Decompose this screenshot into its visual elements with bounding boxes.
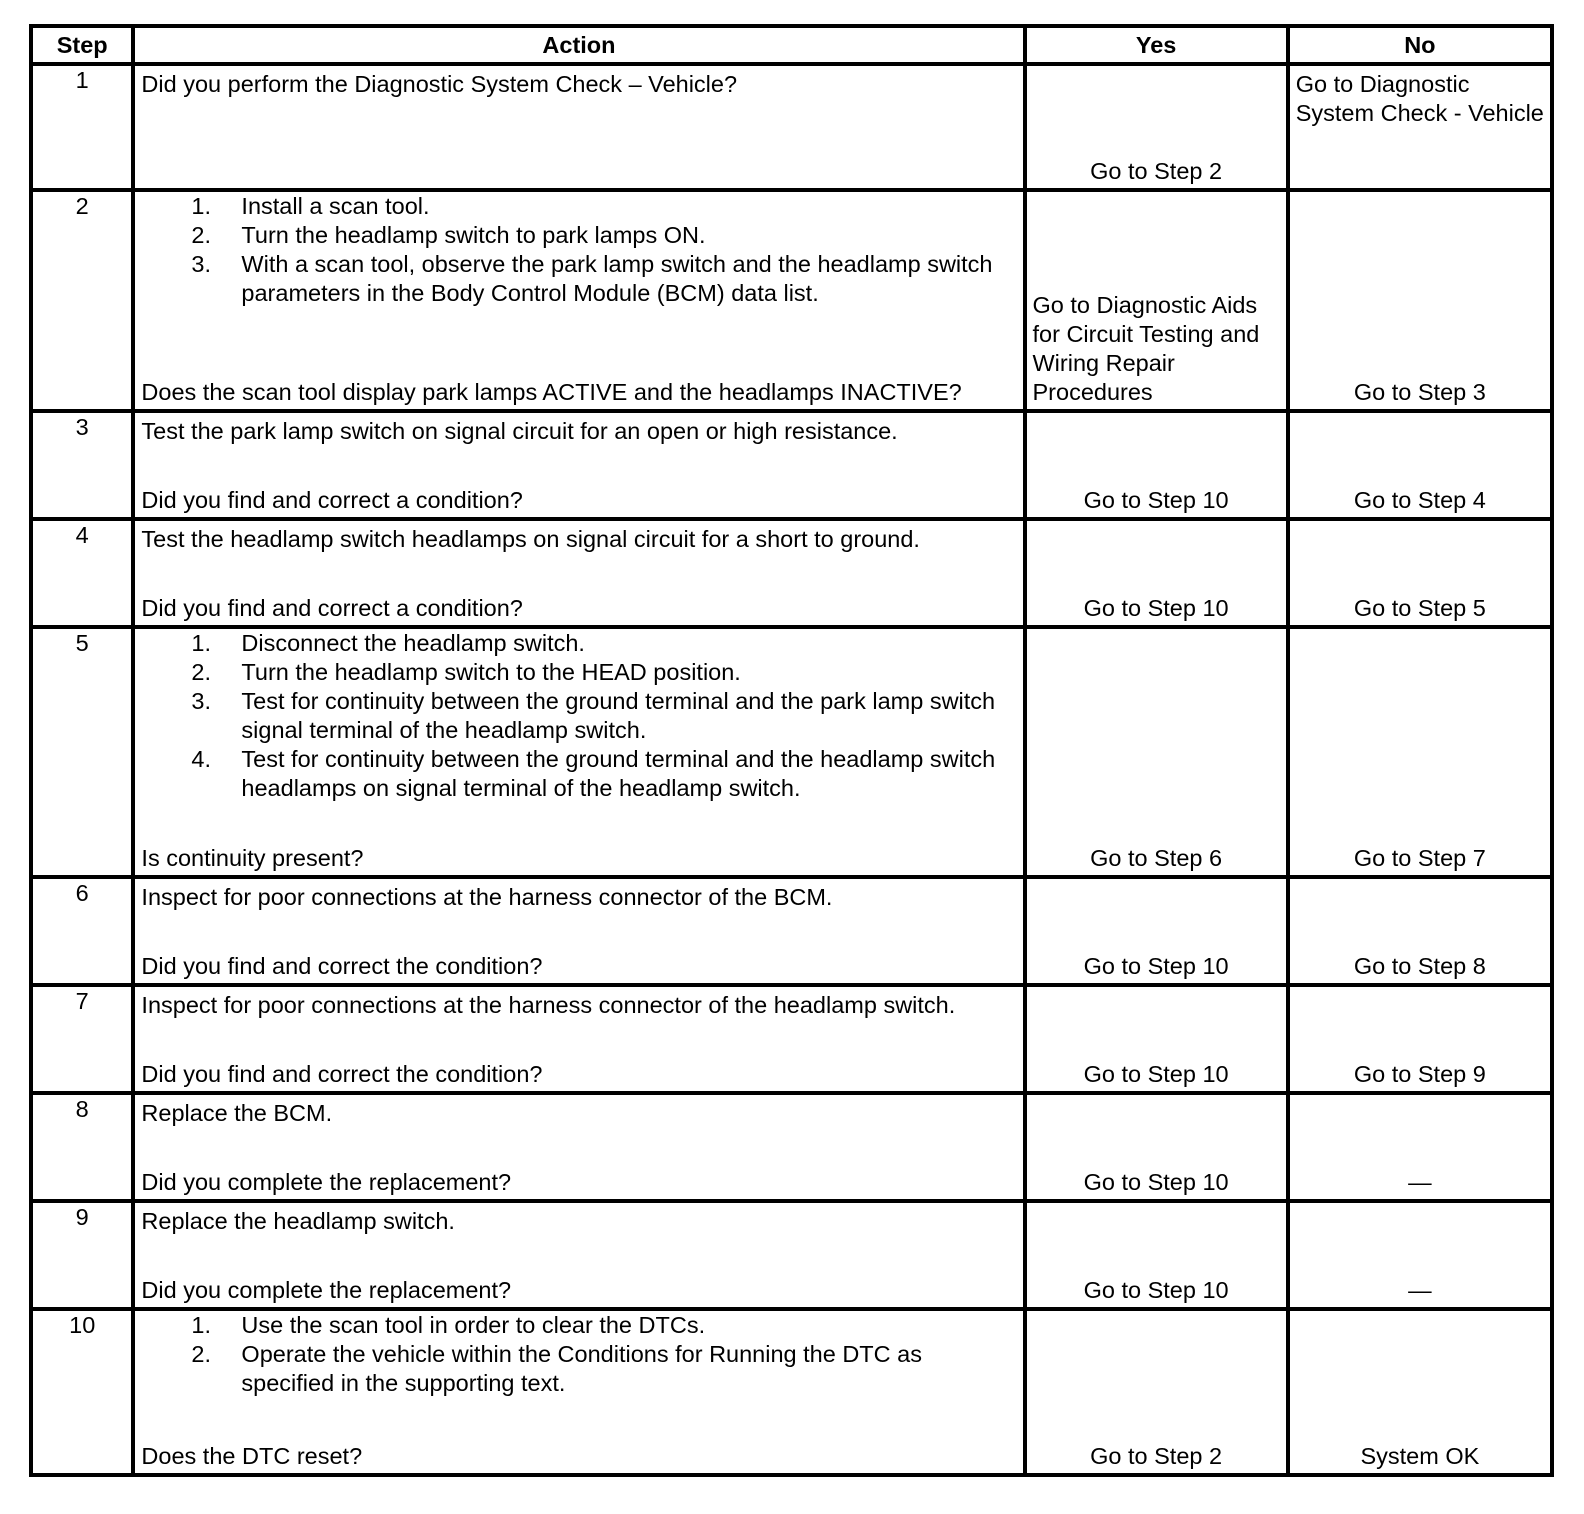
table-row — [31, 985, 1552, 1093]
yes-cell — [1025, 985, 1288, 1093]
yes-result: Go to Step 10 — [1083, 1169, 1229, 1195]
yes-cell — [1025, 1309, 1288, 1475]
no-result: Go to Diagnostic System Check - Vehicle — [1295, 71, 1544, 126]
step-number: 9 — [31, 1201, 133, 1309]
header-no: No — [1288, 26, 1552, 64]
list-item: 2. Operate the vehicle within the Conditions for Running the DTC as specified in the supporting text. — [191, 1341, 922, 1396]
no-cell — [1288, 1309, 1552, 1475]
no-cell — [1288, 1093, 1552, 1201]
list-item: 3. Test for continuity between the ground terminal and the park lamp switch signal terminal of the headlamp switch. — [191, 688, 996, 743]
action-cell — [133, 411, 1024, 519]
yes-result: Go to Step 2 — [1090, 158, 1223, 184]
no-cell — [1288, 64, 1552, 190]
step-number: 8 — [31, 1093, 133, 1201]
question-text: Is continuity present? — [141, 845, 364, 871]
step-number: 6 — [31, 877, 133, 985]
no-result: Go to Step 5 — [1353, 595, 1486, 621]
yes-cell — [1025, 190, 1288, 411]
action-cell — [133, 190, 1024, 411]
question-text: Did you find and correct the condition? — [141, 953, 543, 979]
instruction-text: Inspect for poor connections at the harness connector of the headlamp switch. — [141, 992, 956, 1018]
table-row — [31, 411, 1552, 519]
table-row — [31, 877, 1552, 985]
question-text: Does the scan tool display park lamps ACTIVE and the headlamps INACTIVE? — [141, 379, 962, 405]
procedure-list — [141, 629, 1016, 803]
instruction-text: Did you perform the Diagnostic System Check – Vehicle? — [141, 71, 738, 97]
yes-cell — [1025, 1201, 1288, 1309]
no-cell — [1288, 411, 1552, 519]
action-cell — [133, 1309, 1024, 1475]
question-text: Did you find and correct a condition? — [141, 595, 523, 621]
action-cell — [133, 1093, 1024, 1201]
instruction-text: Replace the BCM. — [141, 1100, 333, 1126]
list-item: 3. With a scan tool, observe the park lamp switch and the headlamp switch parameters in the Body Control Module (BCM) data list. — [191, 251, 993, 306]
no-result: — — [1408, 1169, 1432, 1195]
yes-cell — [1025, 64, 1288, 190]
list-item: 2. Turn the headlamp switch to park lamps ON. — [191, 222, 706, 248]
list-item: 1. Install a scan tool. — [191, 193, 430, 219]
step-number: 10 — [31, 1309, 133, 1475]
question-text: Did you complete the replacement? — [141, 1169, 512, 1195]
instruction-text: Inspect for poor connections at the harness connector of the BCM. — [141, 884, 833, 910]
instruction-text: Test the park lamp switch on signal circuit for an open or high resistance. — [141, 418, 898, 444]
yes-result: Go to Step 10 — [1083, 953, 1229, 979]
yes-cell — [1025, 411, 1288, 519]
yes-cell — [1025, 877, 1288, 985]
header-step: Step — [31, 26, 133, 64]
yes-result: Go to Diagnostic Aids for Circuit Testing and Wiring Repair Procedures — [1032, 292, 1260, 405]
no-result: — — [1408, 1277, 1432, 1303]
procedure-list — [141, 192, 1016, 308]
step-number: 4 — [31, 519, 133, 627]
no-cell — [1288, 1201, 1552, 1309]
yes-cell — [1025, 1093, 1288, 1201]
list-item: 4. Test for continuity between the ground terminal and the headlamp switch headlamps on signal terminal of the headlamp switch. — [191, 746, 996, 801]
no-result: Go to Step 4 — [1353, 487, 1486, 513]
action-cell — [133, 877, 1024, 985]
no-result: Go to Step 9 — [1353, 1061, 1486, 1087]
step-number: 2 — [31, 190, 133, 411]
action-cell — [133, 64, 1024, 190]
no-result: System OK — [1360, 1443, 1480, 1469]
no-result: Go to Step 7 — [1353, 845, 1486, 871]
action-cell — [133, 519, 1024, 627]
yes-cell — [1025, 519, 1288, 627]
yes-result: Go to Step 10 — [1083, 487, 1229, 513]
header-yes: Yes — [1025, 26, 1288, 64]
table-row — [31, 1201, 1552, 1309]
yes-result: Go to Step 10 — [1083, 595, 1229, 621]
question-text: Did you find and correct a condition? — [141, 487, 523, 513]
table-row — [31, 1309, 1552, 1475]
table-row — [31, 64, 1552, 190]
yes-result: Go to Step 6 — [1090, 845, 1223, 871]
procedure-list — [141, 1311, 1016, 1398]
no-cell — [1288, 877, 1552, 985]
instruction-text: Replace the headlamp switch. — [141, 1208, 455, 1234]
header-row — [31, 26, 1552, 64]
step-number: 1 — [31, 64, 133, 190]
yes-cell — [1025, 627, 1288, 877]
no-cell — [1288, 627, 1552, 877]
question-text: Does the DTC reset? — [141, 1443, 363, 1469]
yes-result: Go to Step 10 — [1083, 1277, 1229, 1303]
list-item: 1. Disconnect the headlamp switch. — [191, 630, 585, 656]
table-row — [31, 627, 1552, 877]
yes-result: Go to Step 10 — [1083, 1061, 1229, 1087]
table-row — [31, 190, 1552, 411]
step-number: 3 — [31, 411, 133, 519]
question-text: Did you complete the replacement? — [141, 1277, 512, 1303]
action-cell — [133, 627, 1024, 877]
step-number: 5 — [31, 627, 133, 877]
step-number: 7 — [31, 985, 133, 1093]
no-cell — [1288, 985, 1552, 1093]
instruction-text: Test the headlamp switch headlamps on signal circuit for a short to ground. — [141, 526, 920, 552]
action-cell — [133, 985, 1024, 1093]
header-action: Action — [133, 26, 1024, 64]
list-item: 1. Use the scan tool in order to clear the DTCs. — [191, 1312, 706, 1338]
yes-result: Go to Step 2 — [1090, 1443, 1223, 1469]
no-result: Go to Step 8 — [1353, 953, 1486, 979]
diagnostic-table — [29, 24, 1554, 1477]
no-cell — [1288, 519, 1552, 627]
list-item: 2. Turn the headlamp switch to the HEAD position. — [191, 659, 741, 685]
no-cell — [1288, 190, 1552, 411]
no-result: Go to Step 3 — [1353, 379, 1486, 405]
table-row — [31, 1093, 1552, 1201]
question-text: Did you find and correct the condition? — [141, 1061, 543, 1087]
table-row — [31, 519, 1552, 627]
action-cell — [133, 1201, 1024, 1309]
